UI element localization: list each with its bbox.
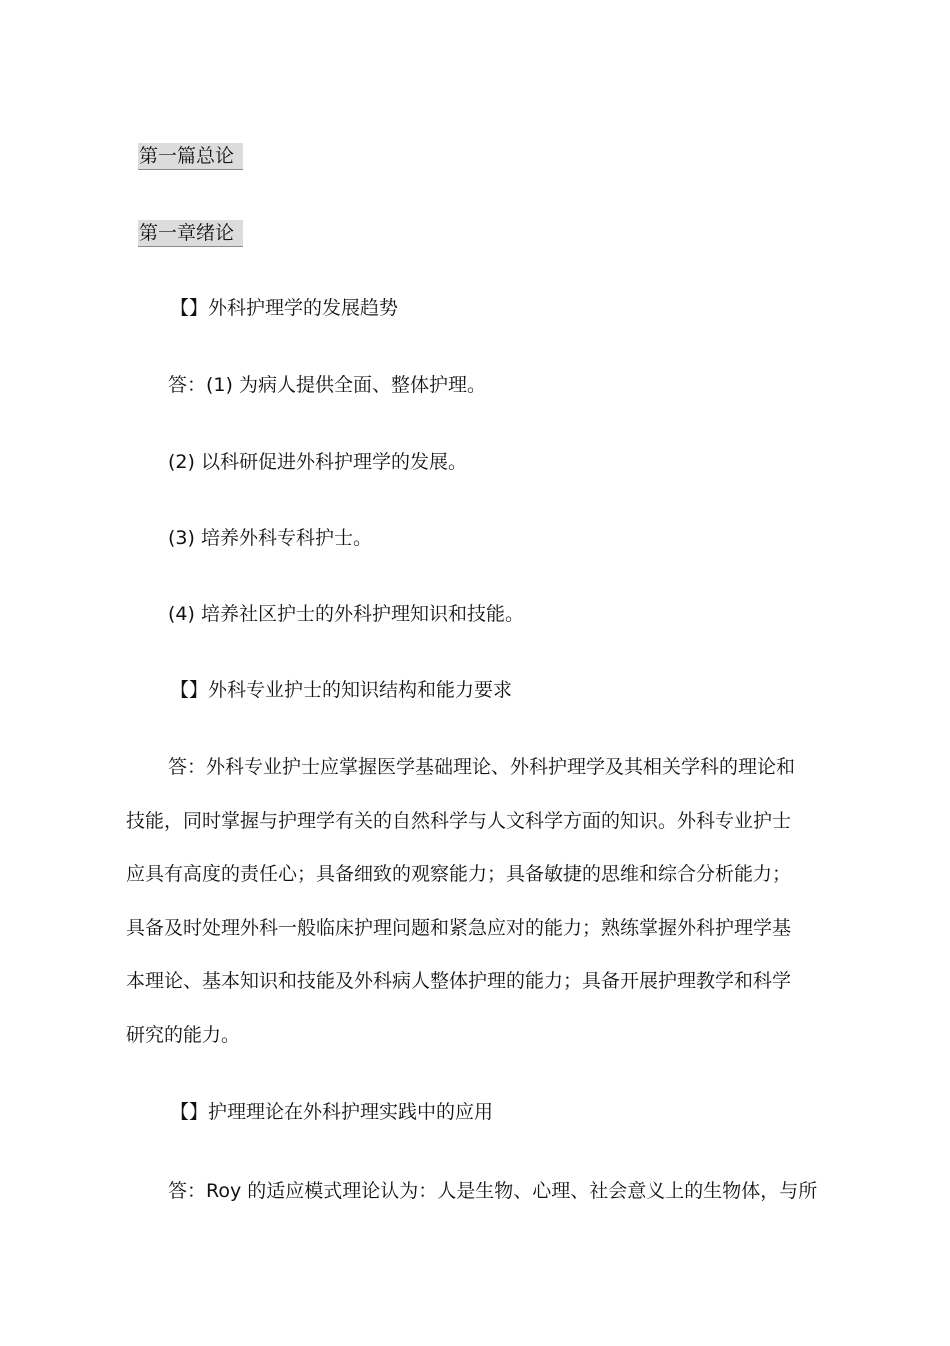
answer-2-line-6: 研究的能力。 [126,1024,241,1046]
answer-2-line-5: 本理论、基本知识和技能及外科病人整体护理的能力；具备开展护理教学和科学 [126,970,792,992]
answer-3-line-1: 答：Roy 的适应模式理论认为：人是生物、心理、社会意义上的生物体，与所 [168,1180,818,1202]
answer-1-line-3: (3) 培养外科专科护士。 [168,527,372,549]
question-3: 【】护理理论在外科护理实践中的应用 [170,1101,494,1123]
question-2: 【】外科专业护士的知识结构和能力要求 [170,679,513,701]
answer-2-line-3: 应具有高度的责任心；具备细致的观察能力；具备敏捷的思维和综合分析能力； [126,863,792,885]
answer-2-line-1: 答：外科专业护士应掌握医学基础理论、外科护理学及其相关学科的理论和 [168,756,796,778]
chapter-heading: 第一章绪论 [138,220,243,247]
part-heading: 第一篇总论 [138,143,243,170]
answer-1-line-1: 答：(1) 为病人提供全面、整体护理。 [168,374,486,396]
answer-1-line-2: (2) 以科研促进外科护理学的发展。 [168,451,467,473]
question-1: 【】外科护理学的发展趋势 [170,297,399,319]
answer-1-line-4: (4) 培养社区护士的外科护理知识和技能。 [168,603,524,625]
answer-2-line-4: 具备及时处理外科一般临床护理问题和紧急应对的能力；熟练掌握外科护理学基 [126,917,792,939]
answer-2-line-2: 技能，同时掌握与护理学有关的自然科学与人文科学方面的知识。外科专业护士 [126,810,792,832]
